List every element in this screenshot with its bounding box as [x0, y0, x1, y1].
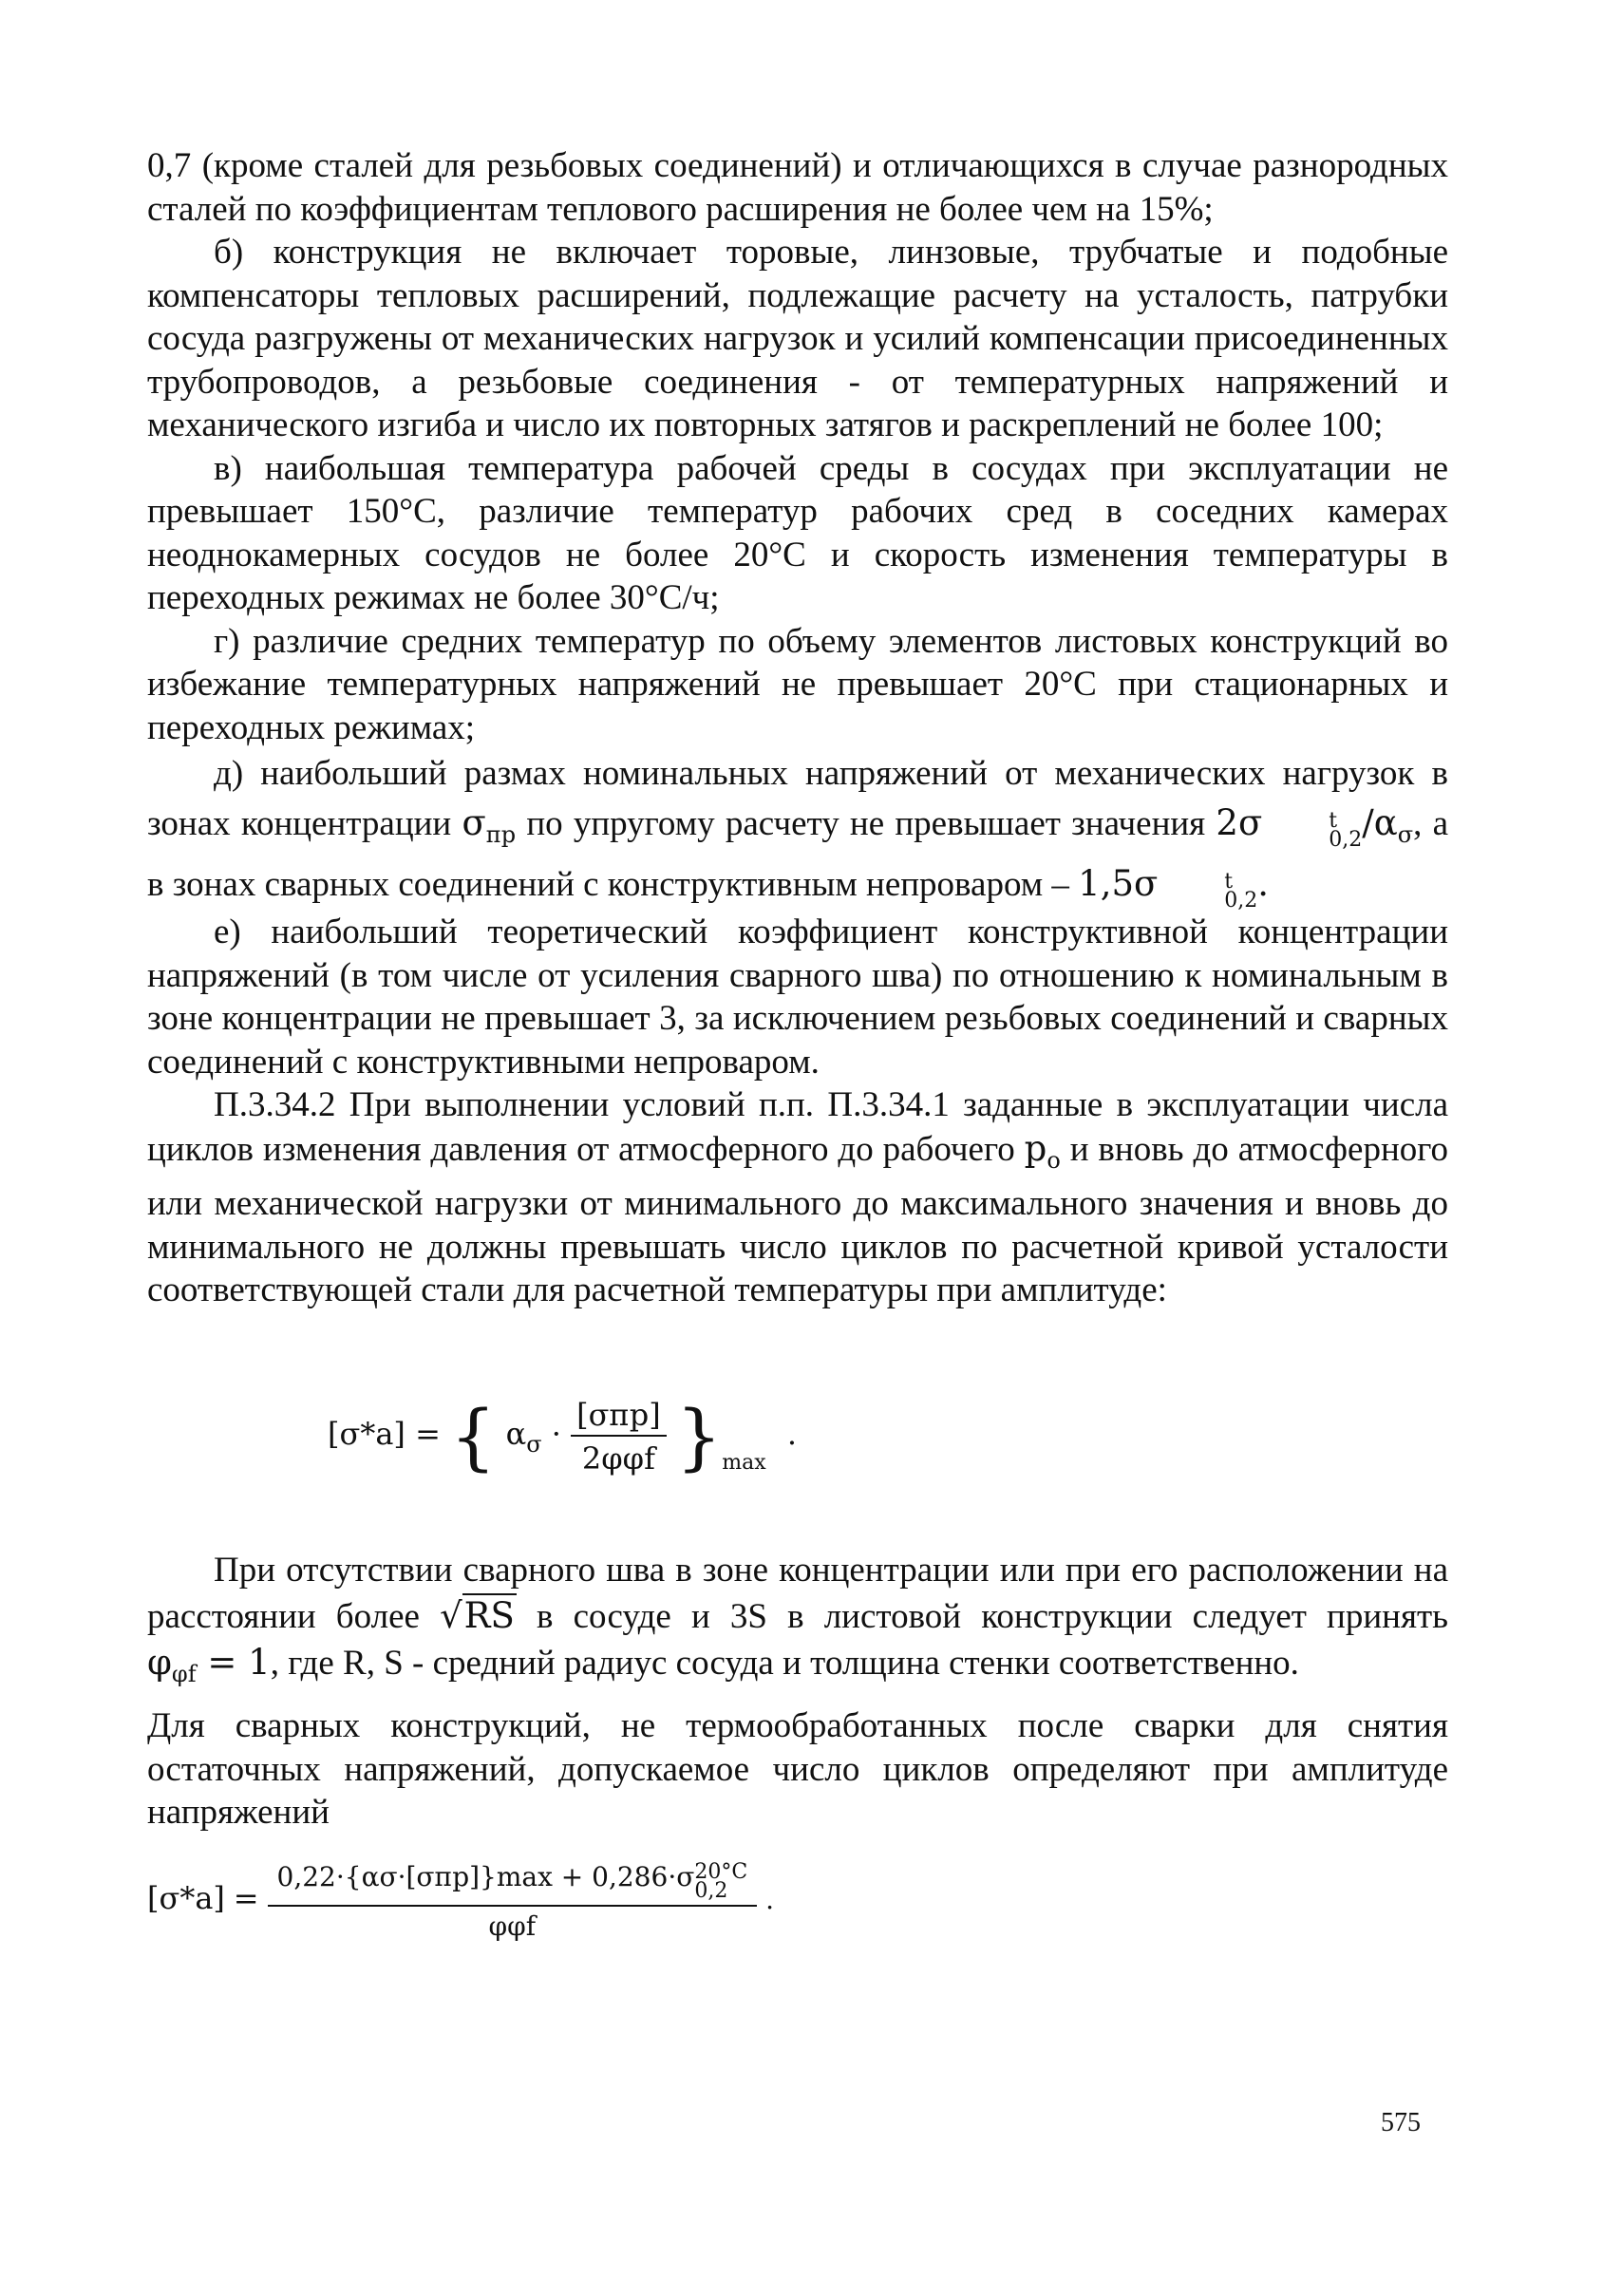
- paragraph-e: е) наибольший теоретический коэффициент конструктивной концентрации напряжений (в том числе от усиления сварного шва) по отношению к номинальным в зоне концентрации не превышает 3, за исключением резьбовых соединений и сварных соединений с конструктивными непроваром.: [147, 913, 1448, 1082]
- formula-1-denominator: 2φφf: [581, 1440, 655, 1477]
- formula-1-alpha: α: [505, 1416, 527, 1452]
- paragraph-d: [147, 749, 1448, 911]
- paragraph-welded: Для сварных конструкций, не термообработанных после сварки для снятия остаточных напряжений, допускаемое число циклов определяют при амплитуде напряжений: [147, 1706, 1448, 1832]
- paragraph-d-text-c: , а в зонах сварных соединений с конструктивным непроваром –: [147, 804, 1448, 904]
- paragraph-v: в) наибольшая температура рабочей среды в сосудах при эксплуатации не превышает 150°C, различие температур рабочих сред в соседних камерах неоднокамерных сосудов не более 20°C и скорость изменения температуры в переходных режимах не более 30°C/ч;: [147, 448, 1448, 617]
- formula-2-period: .: [765, 1884, 774, 1915]
- formula-2-lhs: [σ*a]: [147, 1880, 225, 1916]
- paragraph-d-text-a: д) наибольший размах номинальных напряжений от механических нагрузок в зонах концентрации: [147, 754, 1448, 843]
- formula-welded-amplitude: [147, 1861, 774, 1942]
- phi-equals-one: $\varphi_{\varphi f} = 1$: [147, 1642, 271, 1687]
- body-text-top: [147, 144, 1448, 1312]
- paragraph-no-weld-text-b: в сосуде и 3S в листовой конструкции следует принять: [537, 1597, 1449, 1636]
- page-number: 575: [1381, 2108, 1421, 2137]
- paragraph-p3342: [147, 1083, 1448, 1312]
- paragraph-no-weld-text-c: , где R, S - средний радиус сосуда и толщина стенки соответственно.: [270, 1644, 1299, 1683]
- sigma-pr-symbol: $\sigma_{пр}$: [462, 802, 517, 848]
- formula-1-left-brace: {: [450, 1394, 497, 1478]
- formula-1-dot: ·: [551, 1416, 561, 1452]
- sqrt-rs-symbol: √RS: [440, 1595, 515, 1636]
- paragraph-g: г) различие средних температур по объему элементов листовых конструкций во избежание температурных напряжений не превышает 20°C при стационарных и переходных режимах;: [147, 621, 1448, 747]
- limit-15sigma-formula: 1,5σ t 0,2 .: [1078, 863, 1270, 913]
- formula-1-equals: =: [415, 1416, 441, 1452]
- formula-1-fraction: [571, 1397, 667, 1477]
- paragraph-continuation: 0,7 (кроме сталей для резьбовых соединений) и отличающихся в случае разнородных сталей по коэффициентам теплового расширения не более чем на 15%;: [147, 146, 1448, 229]
- formula-amplitude: [σ*a] = { $\alpha_\sigma$ · $\frac{\text{[σпр]}}{\text{2φφf}}$ }$_{max}$ .: [328, 1394, 797, 1478]
- formula-2-equals: =: [233, 1880, 259, 1916]
- p-o-symbol: $p_o$: [1024, 1127, 1061, 1174]
- paragraph-d-text-b: по упругому расчету не превышает значения: [526, 804, 1206, 843]
- formula-2-fraction: [268, 1861, 758, 1942]
- formula-2-numerator: 0,22·{ασ·[σпр]}max + 0,286·σ 20°C 0,2: [268, 1861, 758, 1907]
- formula-2-denominator: φφf: [488, 1910, 537, 1942]
- paragraph-no-weld: [147, 1548, 1448, 1697]
- paragraph-p3342-text-b: и вновь до атмосферного или механической нагрузки от минимального до максимального значения и вновь до минимального не должны превышать число циклов по расчетной кривой усталости соответствующей стали для расчетной температуры при амплитуде:: [147, 1129, 1448, 1309]
- formula-1-numerator: [σпр]: [571, 1397, 667, 1437]
- formula-1-right-brace: }: [675, 1394, 723, 1478]
- paragraph-b: б) конструкция не включает торовые, линзовые, трубчатые и подобные компенсаторы тепловых расширений, подлежащие расчету на усталость, патрубки сосуда разгружены от механических нагрузок и усилий компенсации присоединенных трубопроводов, а резьбовые соединения - от температурных напряжений и механического изгиба и число их повторных затягов и раскреплений не более 100;: [147, 233, 1448, 444]
- formula-1-max: max: [722, 1451, 766, 1475]
- formula-1-period: .: [786, 1416, 797, 1452]
- formula-1-lhs: [σ*a]: [328, 1416, 405, 1452]
- paragraph-p3342-text-a: П.3.34.2 При выполнении условий п.п. П.3.34.1 заданные в эксплуатации числа циклов изменения давления от атмосферного до рабочего: [147, 1085, 1448, 1169]
- body-text-bottom: [147, 1548, 1448, 1835]
- limit-2sigma-formula: 2σ t 0,2 $/\alpha_\sigma$: [1216, 802, 1414, 852]
- paragraph-no-weld-text-a: При отсутствии сварного шва в зоне концентрации или при его расположении на расстоянии более: [147, 1551, 1448, 1636]
